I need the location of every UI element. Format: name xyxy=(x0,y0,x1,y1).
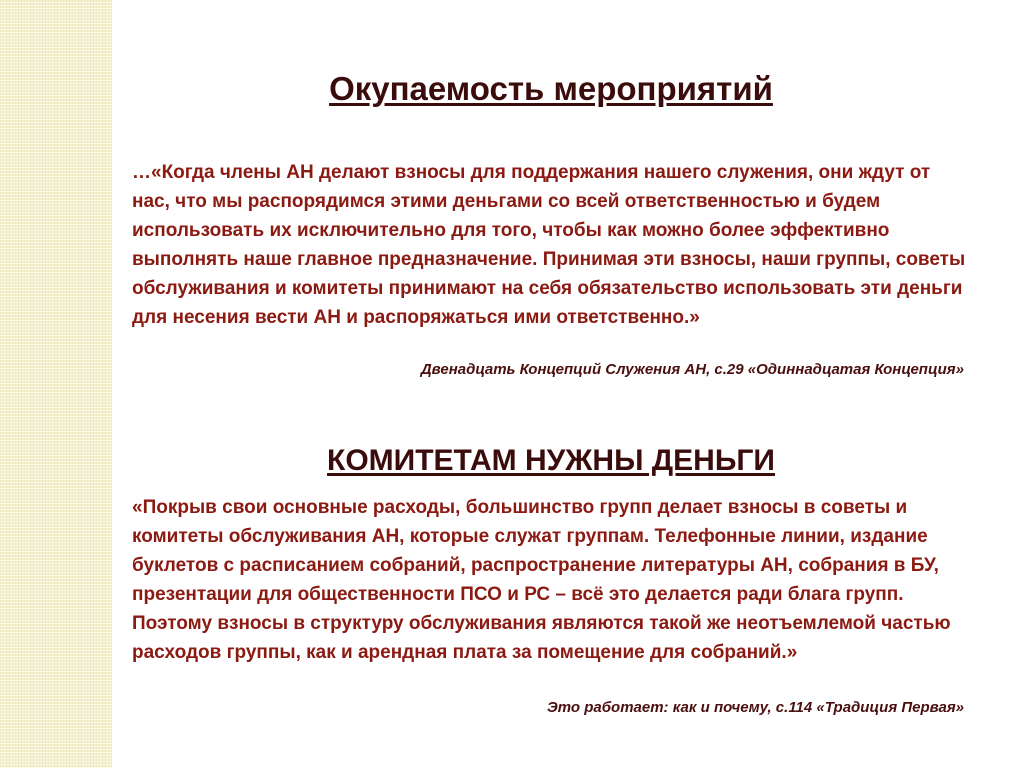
section-title-committees: КОМИТЕТАМ НУЖНЫ ДЕНЬГИ xyxy=(327,444,775,477)
section-title-payback: Окупаемость мероприятий xyxy=(329,70,773,107)
source-citation-tradition: Это работает: как и почему, с.114 «Традиция Первая» xyxy=(546,699,964,716)
source-citation-concept: Двенадцать Концепций Служения АН, с.29 «Одиннадцатая Концепция» xyxy=(420,361,964,378)
quote-tradition: «Покрыв свои основные расходы, большинство групп делает взносы в советы и комитеты обслуживания АН, которые служат группам. Телефонные линии, издание буклетов с расписанием собраний, распространение литературы АН, собрания в БУ, презентации для общественности ПСО и РС – всё это делается ради блага групп. Поэтому взносы в структуру обслуживания являются такой же неотъемлемой частью расходов группы, как и арендная плата за помещение для собраний.» xyxy=(132,497,951,663)
quote-concept: …«Когда члены АН делают взносы для поддержания нашего служения, они ждут от нас, что мы распорядимся этими деньгами со всей ответственностью и будем использовать их исключительно для того, чтобы как можно более эффективно выполнять наше главное предназначение. Принимая эти взносы, наши группы, советы обслуживания и комитеты принимают на себя обязательство использовать эти деньги для несения вести АН и распоряжаться ими ответственно.» xyxy=(132,162,966,328)
decorative-side-strip xyxy=(0,0,112,768)
slide-content xyxy=(132,0,970,768)
